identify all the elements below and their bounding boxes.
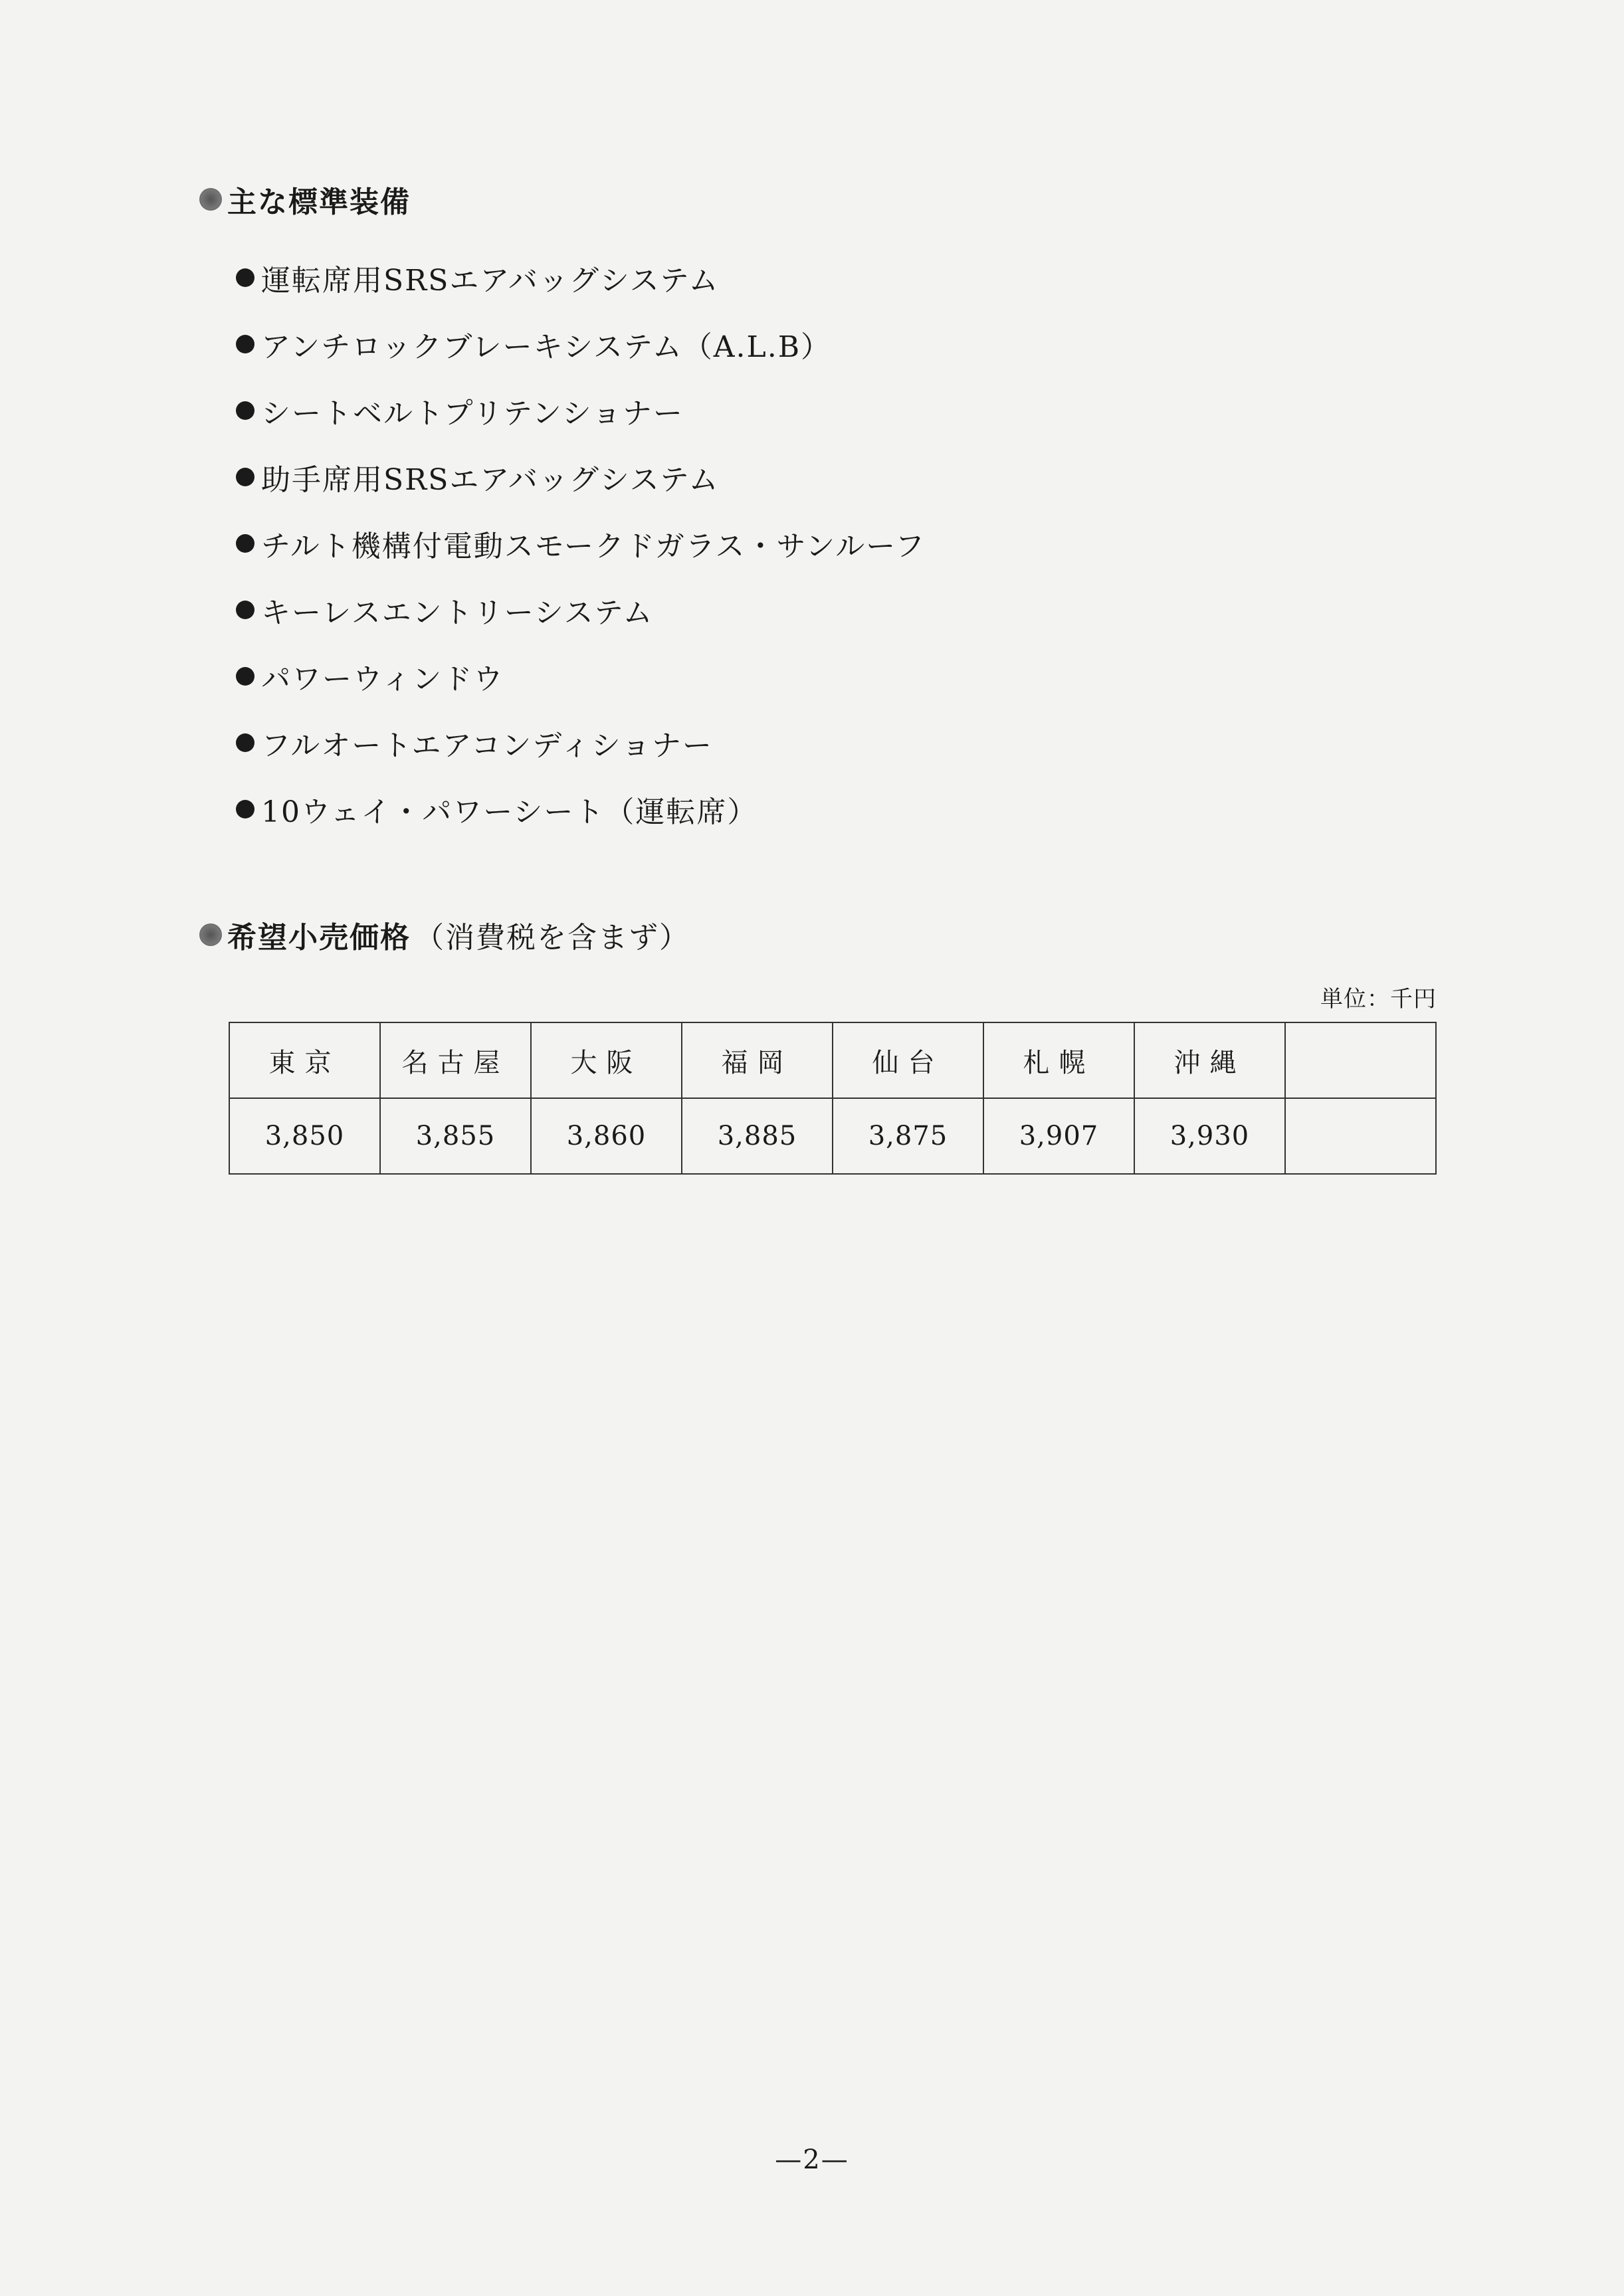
- equipment-item-label: シートベルトプリテンショナー: [261, 397, 684, 430]
- bullet-icon: [236, 800, 254, 818]
- list-item: [236, 776, 926, 842]
- list-item: [236, 244, 926, 311]
- city-cell: 沖縄: [1134, 1022, 1285, 1098]
- price-heading-text: 希望小売価格: [227, 921, 411, 955]
- bullet-icon: [236, 335, 254, 353]
- equipment-item-label: アンチロックブレーキシステム（A.L.B）: [261, 330, 832, 364]
- list-item: [236, 710, 926, 776]
- equipment-item-label: 助手席用SRSエアバッグシステム: [261, 463, 720, 497]
- price-cell: 3,907: [983, 1098, 1134, 1174]
- city-cell: 札幌: [983, 1022, 1134, 1098]
- table-header-row: [229, 1022, 1436, 1098]
- bullet-icon: [236, 468, 254, 486]
- equipment-item-label: 10ウェイ・パワーシート（運転席）: [261, 795, 758, 829]
- city-cell: 大阪: [531, 1022, 682, 1098]
- bullet-icon: [236, 733, 254, 752]
- price-cell: 3,850: [229, 1098, 380, 1174]
- city-cell: [1285, 1022, 1436, 1098]
- bullet-icon: [236, 401, 254, 420]
- price-cell: [1285, 1098, 1436, 1174]
- list-item: [236, 377, 926, 444]
- list-item: [236, 311, 926, 377]
- city-cell: 仙台: [833, 1022, 983, 1098]
- page-number: —2—: [775, 2145, 849, 2175]
- city-cell: 東京: [229, 1022, 380, 1098]
- price-cell: 3,875: [833, 1098, 983, 1174]
- equipment-heading-text: 主な標準装備: [227, 185, 411, 219]
- unit-label: 単位：千円: [1320, 986, 1437, 1012]
- equipment-item-label: フルオートエアコンディショナー: [261, 729, 713, 763]
- table-row: [229, 1098, 1436, 1174]
- price-heading-note: （消費税を含まず）: [415, 921, 690, 955]
- city-cell: 名古屋: [380, 1022, 531, 1098]
- price-cell: 3,930: [1134, 1098, 1285, 1174]
- list-item: [236, 510, 926, 577]
- circle-bullet-icon: [199, 188, 222, 211]
- list-item: [236, 444, 926, 510]
- price-heading: [199, 913, 690, 956]
- equipment-list: [236, 244, 926, 842]
- bullet-icon: [236, 667, 254, 686]
- list-item: [236, 643, 926, 710]
- equipment-heading: [199, 178, 411, 221]
- price-table: [229, 1022, 1437, 1175]
- equipment-item-label: チルト機構付電動スモークドガラス・サンルーフ: [261, 529, 926, 563]
- bullet-icon: [236, 601, 254, 619]
- equipment-item-label: パワーウィンドウ: [261, 662, 504, 696]
- circle-bullet-icon: [199, 923, 222, 946]
- list-item: [236, 577, 926, 643]
- equipment-item-label: 運転席用SRSエアバッグシステム: [261, 264, 720, 298]
- price-cell: 3,885: [682, 1098, 833, 1174]
- bullet-icon: [236, 534, 254, 553]
- bullet-icon: [236, 268, 254, 287]
- equipment-item-label: キーレスエントリーシステム: [261, 596, 654, 630]
- city-cell: 福岡: [682, 1022, 833, 1098]
- price-cell: 3,855: [380, 1098, 531, 1174]
- price-cell: 3,860: [531, 1098, 682, 1174]
